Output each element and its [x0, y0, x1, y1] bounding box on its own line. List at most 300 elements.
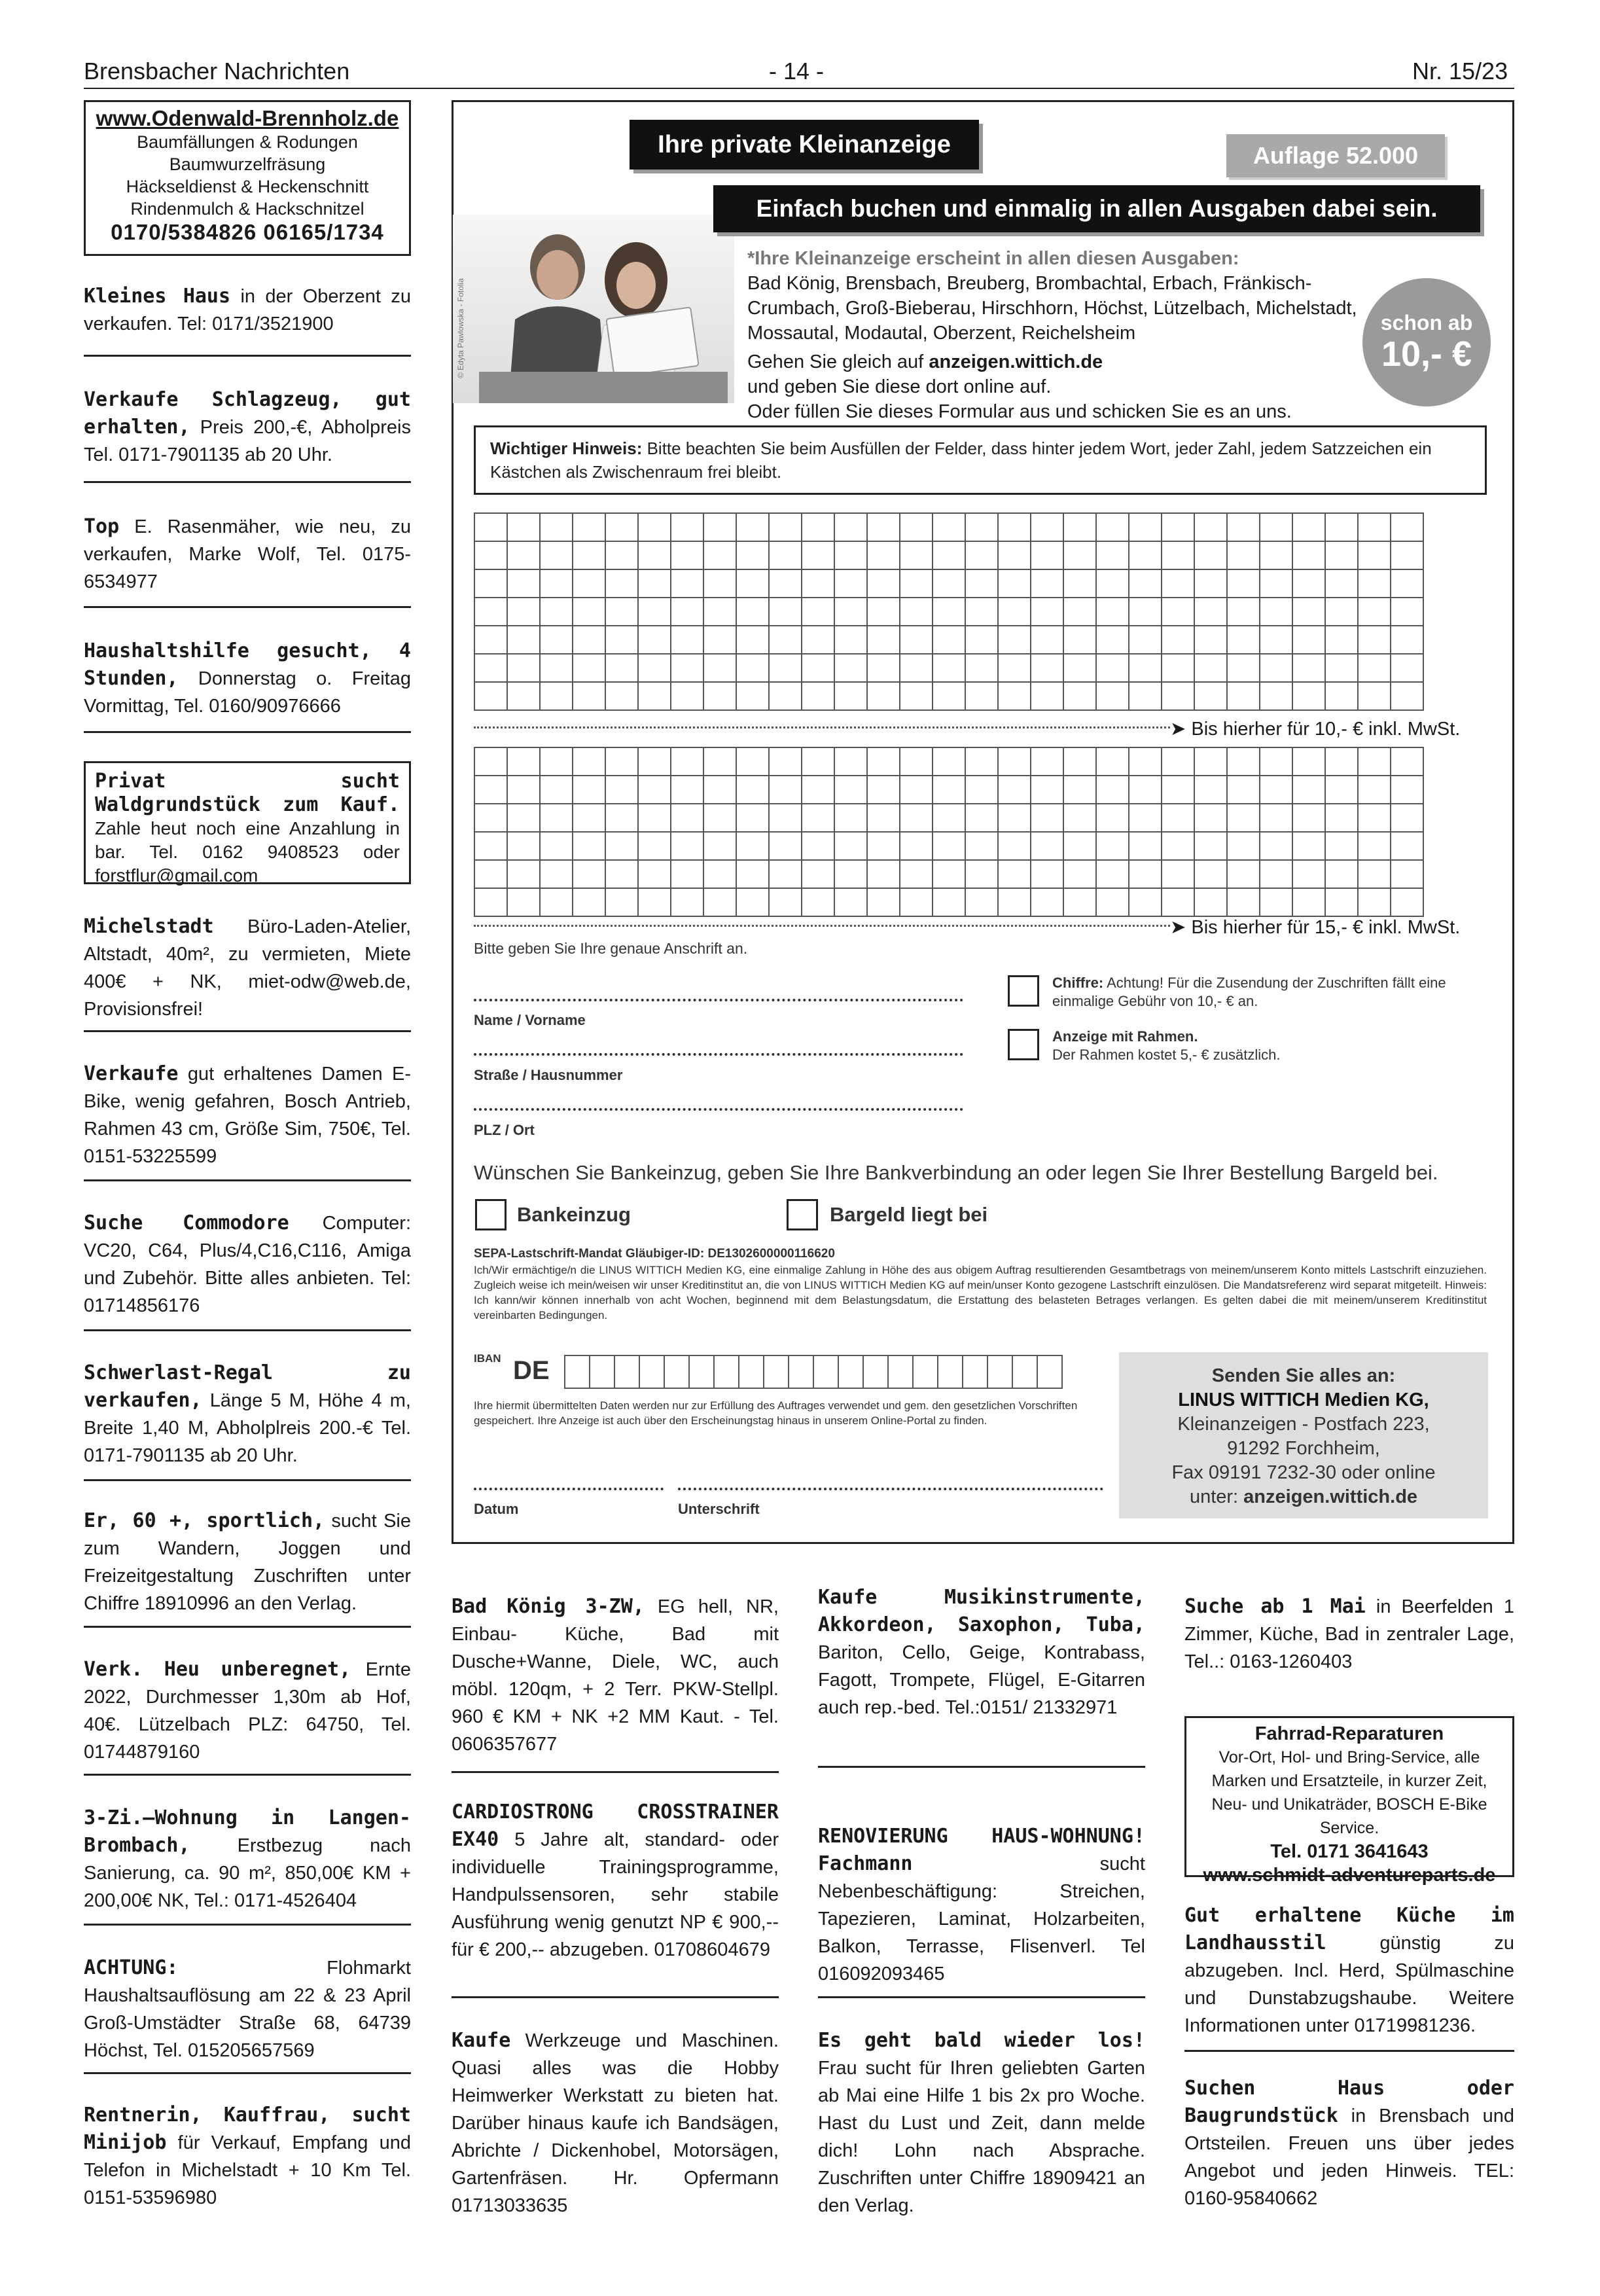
grid-cell[interactable]: [689, 1355, 714, 1388]
grid-cell[interactable]: [474, 513, 507, 541]
grid-cell[interactable]: [736, 804, 769, 832]
signature-field[interactable]: [678, 1488, 1103, 1490]
grid-cell[interactable]: [1292, 776, 1325, 804]
grid-cell[interactable]: [736, 776, 769, 804]
grid-cell[interactable]: [1031, 626, 1063, 654]
grid-cell[interactable]: [1063, 654, 1096, 682]
grid-cell[interactable]: [507, 888, 540, 916]
grid-cell[interactable]: [1194, 804, 1227, 832]
grid-cell[interactable]: [671, 682, 703, 710]
grid-cell[interactable]: [1391, 513, 1423, 541]
grid-cell[interactable]: [998, 832, 1031, 860]
grid-cell[interactable]: [1031, 747, 1063, 776]
grid-cell[interactable]: [933, 569, 965, 598]
grid-cell[interactable]: [1194, 860, 1227, 888]
grid-cell[interactable]: [590, 1355, 614, 1388]
grid-cell[interactable]: [769, 832, 802, 860]
grid-cell[interactable]: [933, 626, 965, 654]
grid-cell[interactable]: [1260, 776, 1292, 804]
grid-cell[interactable]: [703, 654, 736, 682]
grid-cell[interactable]: [1162, 747, 1194, 776]
grid-cell[interactable]: [1031, 804, 1063, 832]
grid-cell[interactable]: [1391, 776, 1423, 804]
grid-cell[interactable]: [1096, 626, 1129, 654]
grid-cell[interactable]: [736, 832, 769, 860]
grid-cell[interactable]: [802, 654, 834, 682]
grid-cell[interactable]: [474, 654, 507, 682]
grid-cell[interactable]: [769, 804, 802, 832]
grid-cell[interactable]: [671, 513, 703, 541]
grid-cell[interactable]: [769, 541, 802, 569]
grid-cell[interactable]: [1325, 860, 1358, 888]
grid-cell[interactable]: [834, 654, 867, 682]
grid-cell[interactable]: [1292, 569, 1325, 598]
grid-cell[interactable]: [1391, 682, 1423, 710]
grid-cell[interactable]: [703, 541, 736, 569]
grid-cell[interactable]: [900, 747, 933, 776]
grid-cell[interactable]: [867, 804, 900, 832]
grid-cell[interactable]: [1358, 860, 1391, 888]
grid-cell[interactable]: [900, 804, 933, 832]
grid-cell[interactable]: [998, 654, 1031, 682]
grid-cell[interactable]: [1129, 747, 1162, 776]
grid-cell[interactable]: [834, 860, 867, 888]
grid-cell[interactable]: [638, 804, 671, 832]
grid-cell[interactable]: [1162, 776, 1194, 804]
grid-cell[interactable]: [1292, 541, 1325, 569]
grid-cell[interactable]: [605, 569, 638, 598]
grid-cell[interactable]: [1260, 654, 1292, 682]
grid-cell[interactable]: [703, 626, 736, 654]
grid-cell[interactable]: [540, 747, 573, 776]
grid-cell[interactable]: [736, 860, 769, 888]
grid-cell[interactable]: [1194, 888, 1227, 916]
grid-cell[interactable]: [1227, 776, 1260, 804]
grid-cell[interactable]: [933, 747, 965, 776]
grid-cell[interactable]: [1031, 513, 1063, 541]
grid-cell[interactable]: [1129, 541, 1162, 569]
grid-cell[interactable]: [1227, 860, 1260, 888]
grid-cell[interactable]: [1031, 832, 1063, 860]
grid-cell[interactable]: [605, 832, 638, 860]
grid-cell[interactable]: [540, 513, 573, 541]
grid-cell[interactable]: [1391, 860, 1423, 888]
grid-cell[interactable]: [1031, 888, 1063, 916]
grid-cell[interactable]: [1194, 682, 1227, 710]
grid-cell[interactable]: [1063, 747, 1096, 776]
grid-cell[interactable]: [867, 541, 900, 569]
grid-cell[interactable]: [1129, 569, 1162, 598]
grid-cell[interactable]: [1194, 569, 1227, 598]
grid-cell[interactable]: [802, 513, 834, 541]
grid-cell[interactable]: [1063, 776, 1096, 804]
grid-cell[interactable]: [540, 776, 573, 804]
grid-cell[interactable]: [769, 682, 802, 710]
grid-cell[interactable]: [1260, 682, 1292, 710]
grid-cell[interactable]: [573, 747, 605, 776]
grid-cell[interactable]: [834, 682, 867, 710]
grid-cell[interactable]: [605, 598, 638, 626]
grid-cell[interactable]: [1096, 860, 1129, 888]
grid-cell[interactable]: [605, 654, 638, 682]
grid-cell[interactable]: [1063, 832, 1096, 860]
grid-cell[interactable]: [867, 598, 900, 626]
grid-cell[interactable]: [1292, 626, 1325, 654]
grid-cell[interactable]: [900, 860, 933, 888]
grid-cell[interactable]: [1358, 598, 1391, 626]
grid-cell[interactable]: [573, 541, 605, 569]
grid-cell[interactable]: [1358, 569, 1391, 598]
grid-cell[interactable]: [933, 654, 965, 682]
grid-cell[interactable]: [474, 804, 507, 832]
grid-cell[interactable]: [998, 776, 1031, 804]
grid-cell[interactable]: [965, 888, 998, 916]
grid-cell[interactable]: [1227, 569, 1260, 598]
grid-cell[interactable]: [1292, 682, 1325, 710]
grid-cell[interactable]: [1292, 598, 1325, 626]
grid-cell[interactable]: [933, 682, 965, 710]
grid-cell[interactable]: [802, 776, 834, 804]
grid-cell[interactable]: [540, 569, 573, 598]
grid-cell[interactable]: [834, 888, 867, 916]
grid-cell[interactable]: [1227, 747, 1260, 776]
grid-cell[interactable]: [802, 860, 834, 888]
grid-cell[interactable]: [867, 513, 900, 541]
grid-cell[interactable]: [474, 569, 507, 598]
grid-cell[interactable]: [769, 598, 802, 626]
grid-cell[interactable]: [1063, 888, 1096, 916]
bargeld-checkbox[interactable]: [787, 1199, 818, 1230]
grid-cell[interactable]: [965, 776, 998, 804]
grid-cell[interactable]: [802, 682, 834, 710]
grid-cell[interactable]: [1325, 541, 1358, 569]
grid-cell[interactable]: [573, 626, 605, 654]
grid-cell[interactable]: [1325, 569, 1358, 598]
grid-cell[interactable]: [933, 776, 965, 804]
grid-cell[interactable]: [507, 626, 540, 654]
grid-cell[interactable]: [1031, 682, 1063, 710]
grid-cell[interactable]: [1260, 832, 1292, 860]
grid-cell[interactable]: [638, 888, 671, 916]
grid-cell[interactable]: [1292, 888, 1325, 916]
grid-cell[interactable]: [913, 1355, 938, 1388]
grid-cell[interactable]: [703, 513, 736, 541]
grid-cell[interactable]: [638, 860, 671, 888]
grid-cell[interactable]: [507, 513, 540, 541]
grid-cell[interactable]: [1031, 598, 1063, 626]
grid-cell[interactable]: [507, 804, 540, 832]
plz-field[interactable]: [474, 1108, 963, 1111]
grid-cell[interactable]: [1227, 682, 1260, 710]
grid-cell[interactable]: [933, 832, 965, 860]
grid-cell[interactable]: [1096, 598, 1129, 626]
grid-cell[interactable]: [965, 598, 998, 626]
grid-cell[interactable]: [507, 860, 540, 888]
grid-cell[interactable]: [1096, 541, 1129, 569]
grid-cell[interactable]: [1260, 626, 1292, 654]
grid-cell[interactable]: [671, 569, 703, 598]
grid-cell[interactable]: [1260, 747, 1292, 776]
grid-cell[interactable]: [1096, 513, 1129, 541]
grid-cell[interactable]: [933, 598, 965, 626]
grid-cell[interactable]: [1162, 860, 1194, 888]
grid-cell[interactable]: [507, 598, 540, 626]
grid-cell[interactable]: [507, 541, 540, 569]
grid-cell[interactable]: [802, 626, 834, 654]
grid-cell[interactable]: [638, 541, 671, 569]
grid-cell[interactable]: [1063, 598, 1096, 626]
grid-cell[interactable]: [736, 541, 769, 569]
grid-cell[interactable]: [834, 747, 867, 776]
grid-cell[interactable]: [802, 747, 834, 776]
grid-cell[interactable]: [933, 888, 965, 916]
grid-cell[interactable]: [1227, 654, 1260, 682]
grid-cell[interactable]: [802, 569, 834, 598]
grid-cell[interactable]: [1194, 541, 1227, 569]
grid-cell[interactable]: [703, 860, 736, 888]
grid-cell[interactable]: [1194, 654, 1227, 682]
grid-cell[interactable]: [834, 541, 867, 569]
grid-cell[interactable]: [1031, 654, 1063, 682]
grid-cell[interactable]: [1096, 804, 1129, 832]
grid-cell[interactable]: [1260, 888, 1292, 916]
grid-cell[interactable]: [1391, 598, 1423, 626]
online-url[interactable]: anzeigen.wittich.de: [929, 351, 1103, 372]
grid-cell[interactable]: [1194, 513, 1227, 541]
grid-cell[interactable]: [998, 682, 1031, 710]
grid-cell[interactable]: [540, 804, 573, 832]
grid-cell[interactable]: [1162, 626, 1194, 654]
grid-cell[interactable]: [1391, 654, 1423, 682]
send-url[interactable]: anzeigen.wittich.de: [1243, 1486, 1418, 1507]
grid-cell[interactable]: [1325, 513, 1358, 541]
grid-cell[interactable]: [900, 598, 933, 626]
grid-cell[interactable]: [474, 860, 507, 888]
grid-cell[interactable]: [474, 776, 507, 804]
grid-cell[interactable]: [933, 804, 965, 832]
grid-cell[interactable]: [540, 598, 573, 626]
grid-cell[interactable]: [1358, 804, 1391, 832]
grid-cell[interactable]: [638, 569, 671, 598]
grid-cell[interactable]: [1391, 626, 1423, 654]
grid-cell[interactable]: [1260, 804, 1292, 832]
grid-cell[interactable]: [1358, 682, 1391, 710]
grid-cell[interactable]: [998, 626, 1031, 654]
grid-cell[interactable]: [938, 1355, 963, 1388]
grid-cell[interactable]: [573, 598, 605, 626]
grid-cell[interactable]: [998, 888, 1031, 916]
rahmen-checkbox[interactable]: [1008, 1029, 1039, 1060]
grid-cell[interactable]: [900, 654, 933, 682]
grid-cell[interactable]: [867, 682, 900, 710]
grid-cell[interactable]: [1358, 888, 1391, 916]
grid-cell[interactable]: [900, 776, 933, 804]
grid-cell[interactable]: [1325, 626, 1358, 654]
grid-cell[interactable]: [1129, 860, 1162, 888]
grid-cell[interactable]: [1096, 747, 1129, 776]
grid-cell[interactable]: [736, 654, 769, 682]
grid-cell[interactable]: [1194, 776, 1227, 804]
grid-cell[interactable]: [1358, 626, 1391, 654]
grid-cell[interactable]: [963, 1355, 987, 1388]
grid-cell[interactable]: [965, 541, 998, 569]
grid-cell[interactable]: [1325, 804, 1358, 832]
grid-cell[interactable]: [736, 569, 769, 598]
grid-cell[interactable]: [998, 541, 1031, 569]
grid-cell[interactable]: [703, 682, 736, 710]
grid-cell[interactable]: [998, 747, 1031, 776]
grid-cell[interactable]: [900, 513, 933, 541]
grid-cell[interactable]: [1358, 513, 1391, 541]
grid-cell[interactable]: [1129, 804, 1162, 832]
grid-cell[interactable]: [540, 682, 573, 710]
grid-cell[interactable]: [965, 654, 998, 682]
grid-cell[interactable]: [703, 832, 736, 860]
grid-cell[interactable]: [507, 747, 540, 776]
grid-cell[interactable]: [1129, 776, 1162, 804]
grid-cell[interactable]: [540, 832, 573, 860]
grid-cell[interactable]: [863, 1355, 888, 1388]
grid-cell[interactable]: [769, 860, 802, 888]
grid-cell[interactable]: [769, 776, 802, 804]
grid-cell[interactable]: [703, 747, 736, 776]
grid-cell[interactable]: [769, 626, 802, 654]
grid-cell[interactable]: [1292, 832, 1325, 860]
grid-cell[interactable]: [998, 598, 1031, 626]
grid-cell[interactable]: [736, 626, 769, 654]
grid-cell[interactable]: [1096, 776, 1129, 804]
grid-cell[interactable]: [507, 569, 540, 598]
grid-cell[interactable]: [736, 598, 769, 626]
grid-cell[interactable]: [736, 513, 769, 541]
grid-cell[interactable]: [638, 682, 671, 710]
text-grid-10eur[interactable]: [474, 512, 1424, 711]
grid-cell[interactable]: [769, 888, 802, 916]
grid-cell[interactable]: [671, 804, 703, 832]
grid-cell[interactable]: [1292, 513, 1325, 541]
grid-cell[interactable]: [1096, 654, 1129, 682]
grid-cell[interactable]: [703, 804, 736, 832]
grid-cell[interactable]: [540, 541, 573, 569]
grid-cell[interactable]: [671, 541, 703, 569]
grid-cell[interactable]: [1260, 513, 1292, 541]
grid-cell[interactable]: [638, 598, 671, 626]
grid-cell[interactable]: [1063, 804, 1096, 832]
grid-cell[interactable]: [1031, 569, 1063, 598]
grid-cell[interactable]: [1358, 541, 1391, 569]
grid-cell[interactable]: [1391, 804, 1423, 832]
grid-cell[interactable]: [1031, 541, 1063, 569]
grid-cell[interactable]: [671, 654, 703, 682]
grid-cell[interactable]: [1391, 888, 1423, 916]
grid-cell[interactable]: [671, 860, 703, 888]
grid-cell[interactable]: [998, 513, 1031, 541]
grid-cell[interactable]: [1325, 776, 1358, 804]
grid-cell[interactable]: [1260, 860, 1292, 888]
grid-cell[interactable]: [1358, 747, 1391, 776]
grid-cell[interactable]: [834, 804, 867, 832]
grid-cell[interactable]: [573, 776, 605, 804]
grid-cell[interactable]: [802, 598, 834, 626]
grid-cell[interactable]: [900, 569, 933, 598]
chiffre-checkbox[interactable]: [1008, 975, 1039, 1007]
grid-cell[interactable]: [802, 832, 834, 860]
grid-cell[interactable]: [1292, 654, 1325, 682]
grid-cell[interactable]: [1129, 888, 1162, 916]
grid-cell[interactable]: [573, 569, 605, 598]
grid-cell[interactable]: [1129, 626, 1162, 654]
grid-cell[interactable]: [1194, 832, 1227, 860]
grid-cell[interactable]: [638, 513, 671, 541]
grid-cell[interactable]: [1096, 682, 1129, 710]
grid-cell[interactable]: [1260, 598, 1292, 626]
grid-cell[interactable]: [1129, 513, 1162, 541]
grid-cell[interactable]: [1292, 860, 1325, 888]
grid-cell[interactable]: [1162, 654, 1194, 682]
grid-cell[interactable]: [573, 832, 605, 860]
grid-cell[interactable]: [605, 626, 638, 654]
grid-cell[interactable]: [1194, 598, 1227, 626]
grid-cell[interactable]: [605, 513, 638, 541]
grid-cell[interactable]: [1227, 804, 1260, 832]
grid-cell[interactable]: [474, 682, 507, 710]
grid-cell[interactable]: [507, 832, 540, 860]
grid-cell[interactable]: [605, 804, 638, 832]
grid-cell[interactable]: [671, 598, 703, 626]
grid-cell[interactable]: [834, 569, 867, 598]
grid-cell[interactable]: [965, 804, 998, 832]
fahrrad-url[interactable]: www.schmidt-adventureparts.de: [1203, 1865, 1496, 1886]
grid-cell[interactable]: [540, 888, 573, 916]
text-grid-15eur[interactable]: [474, 747, 1424, 917]
grid-cell[interactable]: [638, 626, 671, 654]
grid-cell[interactable]: [965, 626, 998, 654]
grid-cell[interactable]: [714, 1355, 739, 1388]
grid-cell[interactable]: [1391, 747, 1423, 776]
grid-cell[interactable]: [900, 626, 933, 654]
grid-cell[interactable]: [703, 776, 736, 804]
grid-cell[interactable]: [1325, 832, 1358, 860]
grid-cell[interactable]: [1162, 569, 1194, 598]
grid-cell[interactable]: [1162, 598, 1194, 626]
grid-cell[interactable]: [1063, 626, 1096, 654]
grid-cell[interactable]: [614, 1355, 639, 1388]
grid-cell[interactable]: [507, 776, 540, 804]
grid-cell[interactable]: [736, 888, 769, 916]
grid-cell[interactable]: [605, 747, 638, 776]
grid-cell[interactable]: [1012, 1355, 1037, 1388]
grid-cell[interactable]: [1227, 888, 1260, 916]
grid-cell[interactable]: [1325, 598, 1358, 626]
grid-cell[interactable]: [1292, 747, 1325, 776]
grid-cell[interactable]: [998, 804, 1031, 832]
grid-cell[interactable]: [1227, 541, 1260, 569]
grid-cell[interactable]: [900, 682, 933, 710]
grid-cell[interactable]: [671, 626, 703, 654]
grid-cell[interactable]: [638, 776, 671, 804]
grid-cell[interactable]: [1063, 541, 1096, 569]
grid-cell[interactable]: [867, 888, 900, 916]
grid-cell[interactable]: [638, 832, 671, 860]
grid-cell[interactable]: [834, 832, 867, 860]
grid-cell[interactable]: [1031, 860, 1063, 888]
grid-cell[interactable]: [1391, 832, 1423, 860]
grid-cell[interactable]: [769, 654, 802, 682]
grid-cell[interactable]: [540, 626, 573, 654]
grid-cell[interactable]: [540, 860, 573, 888]
grid-cell[interactable]: [474, 747, 507, 776]
grid-cell[interactable]: [573, 682, 605, 710]
